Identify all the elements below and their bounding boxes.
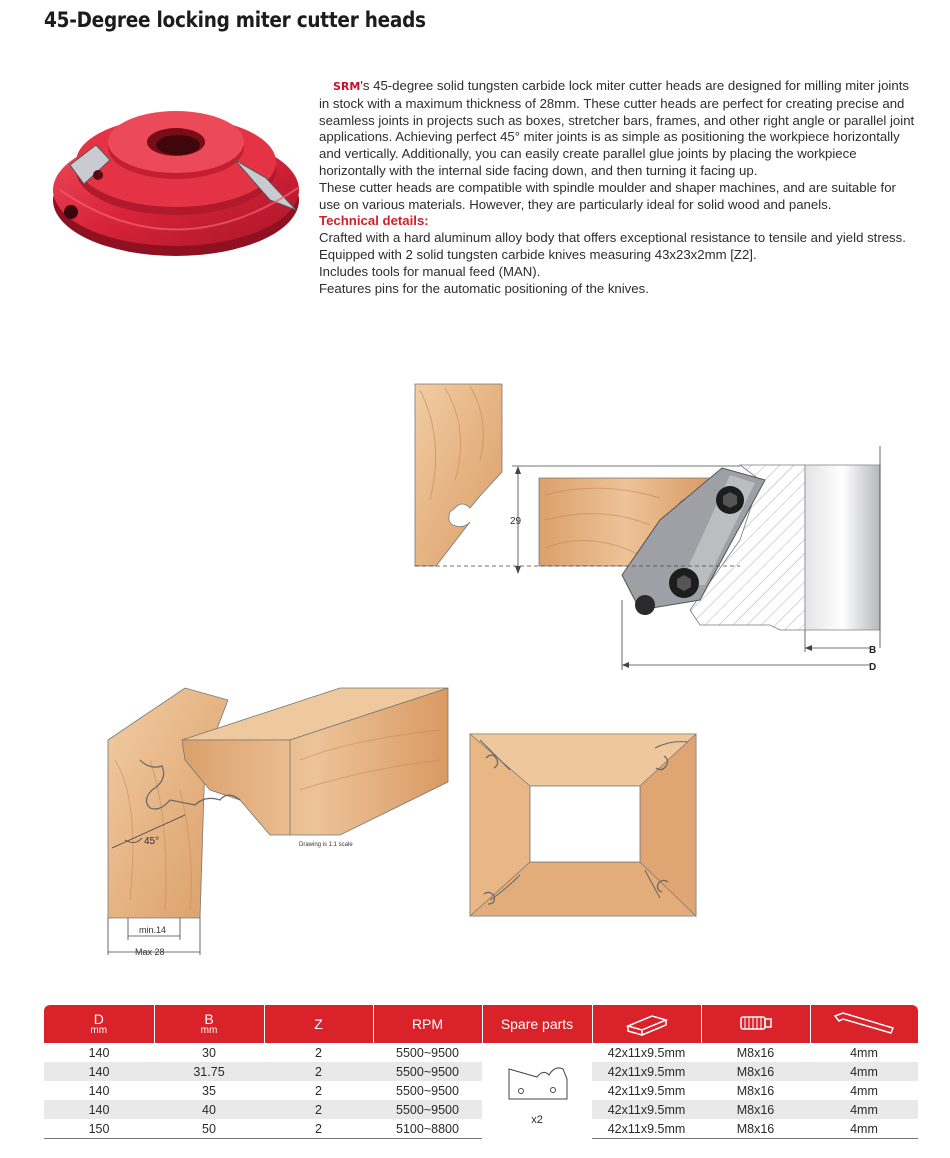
hex-key-icon xyxy=(810,1005,918,1043)
compat-paragraph: These cutter heads are compatible with spindle moulder and shaper machines, and are suitable for use on various materials. However, they are particularly ideal for solid wood and panels. xyxy=(319,179,896,212)
col-d: D mm xyxy=(44,1005,154,1043)
table-cell: 2 xyxy=(264,1119,373,1139)
table-cell: 40 xyxy=(154,1100,264,1119)
table-cell: 5500~9500 xyxy=(373,1062,482,1081)
miter-joint-diagram xyxy=(108,688,448,955)
angle-label: 45° xyxy=(144,836,160,847)
scale-note: Drawing is 1:1 scale xyxy=(299,842,353,848)
spare-qty: x2 xyxy=(531,1114,543,1127)
table-cell: 42x11x9.5mm xyxy=(592,1119,701,1139)
table-row xyxy=(44,1119,918,1139)
table-cell: 30 xyxy=(202,1045,216,1060)
table-cell: 140 xyxy=(88,1045,110,1060)
table-cell: 5500~9500 xyxy=(396,1045,459,1060)
cutter-profile-diagram xyxy=(415,384,880,670)
table-cell: 4mm xyxy=(810,1119,918,1139)
table-body xyxy=(44,1043,918,1139)
table-cell: 42x11x9.5mm xyxy=(592,1062,701,1081)
knife-icon xyxy=(592,1005,701,1043)
table-cell: 42x11x9.5mm xyxy=(607,1083,686,1098)
table-cell: 150 xyxy=(44,1119,154,1139)
detail-item: Equipped with 2 solid tungsten carbide knives measuring 43x23x2mm [Z2]. xyxy=(319,246,757,262)
detail-item: Crafted with a hard aluminum alloy body that offers exceptional resistance to tensile and yield stress. xyxy=(319,230,906,246)
table-header-row xyxy=(44,1005,918,1043)
intro-text: 's 45-degree solid tungsten carbide lock miter cutter heads are designed for milling miter joints in stock with a maximum thickness of 28mm. These cutter heads are perfect for creating precise and seamless joints in projects such as boxes, stretcher bars, frames, and other right angle or parallel joint applications. Achieving perfect 45° miter joints is as simple as positioning the workpiece horizontally and vertically. Additionally, you can easily create parallel glue joints by placing the workpiece horizontally with the internal side facing down, and then turning it facing up. xyxy=(319,78,915,178)
table-cell: M8x16 xyxy=(701,1062,810,1081)
table-cell: M8x16 xyxy=(736,1083,775,1098)
table-cell: 5500~9500 xyxy=(396,1083,459,1098)
product-description xyxy=(319,78,919,297)
table-cell: 2 xyxy=(264,1062,373,1081)
table-row xyxy=(44,1081,918,1100)
min-label: min.14 xyxy=(139,925,167,935)
table-cell: M8x16 xyxy=(701,1100,810,1119)
table-cell: 35 xyxy=(202,1083,216,1098)
table-row xyxy=(44,1100,918,1119)
max-label: Max 28 xyxy=(135,947,165,957)
table-row xyxy=(44,1043,918,1062)
table-cell: 5100~8800 xyxy=(373,1119,482,1139)
col-rpm: RPM xyxy=(373,1005,482,1043)
table-cell: M8x16 xyxy=(701,1119,810,1139)
table-cell: 4mm xyxy=(850,1083,878,1098)
table-cell: 42x11x9.5mm xyxy=(607,1045,686,1060)
table-cell: 2 xyxy=(315,1083,322,1098)
dim-b-label: B xyxy=(869,645,877,656)
intro-paragraph xyxy=(319,78,919,180)
screw-icon xyxy=(701,1005,810,1043)
table-cell: 4mm xyxy=(810,1100,918,1119)
col-z: Z xyxy=(264,1005,373,1043)
spare-part-knife xyxy=(482,1043,592,1139)
table-cell: 50 xyxy=(154,1119,264,1139)
table-row xyxy=(44,1062,918,1081)
table-cell: 140 xyxy=(44,1100,154,1119)
table-cell: 4mm xyxy=(850,1045,878,1060)
brand-logo: SRM xyxy=(333,80,361,93)
table-cell: M8x16 xyxy=(736,1045,775,1060)
dim-29: 29 xyxy=(510,516,522,527)
detail-item: Features pins for the automatic positioning of the knives. xyxy=(319,280,649,296)
frame-diagram xyxy=(470,734,696,916)
tech-heading: Technical details: xyxy=(319,213,429,229)
col-b: B mm xyxy=(154,1005,264,1043)
cutter-head-photo xyxy=(53,111,299,256)
dim-d-label: D xyxy=(869,662,877,673)
col-spare-parts: Spare parts xyxy=(482,1005,592,1043)
table-cell: 4mm xyxy=(810,1062,918,1081)
table-cell: 140 xyxy=(88,1083,110,1098)
table-cell: 2 xyxy=(315,1045,322,1060)
table-cell: 5500~9500 xyxy=(373,1100,482,1119)
page-title: 45-Degree locking miter cutter heads xyxy=(44,8,426,32)
detail-item: Includes tools for manual feed (MAN). xyxy=(319,263,541,279)
table-cell: 2 xyxy=(264,1100,373,1119)
table-cell: 140 xyxy=(44,1062,154,1081)
table-cell: 42x11x9.5mm xyxy=(592,1100,701,1119)
spare-knife-drawing xyxy=(497,1055,577,1119)
spec-table xyxy=(44,1005,918,1139)
table-cell: 31.75 xyxy=(154,1062,264,1081)
